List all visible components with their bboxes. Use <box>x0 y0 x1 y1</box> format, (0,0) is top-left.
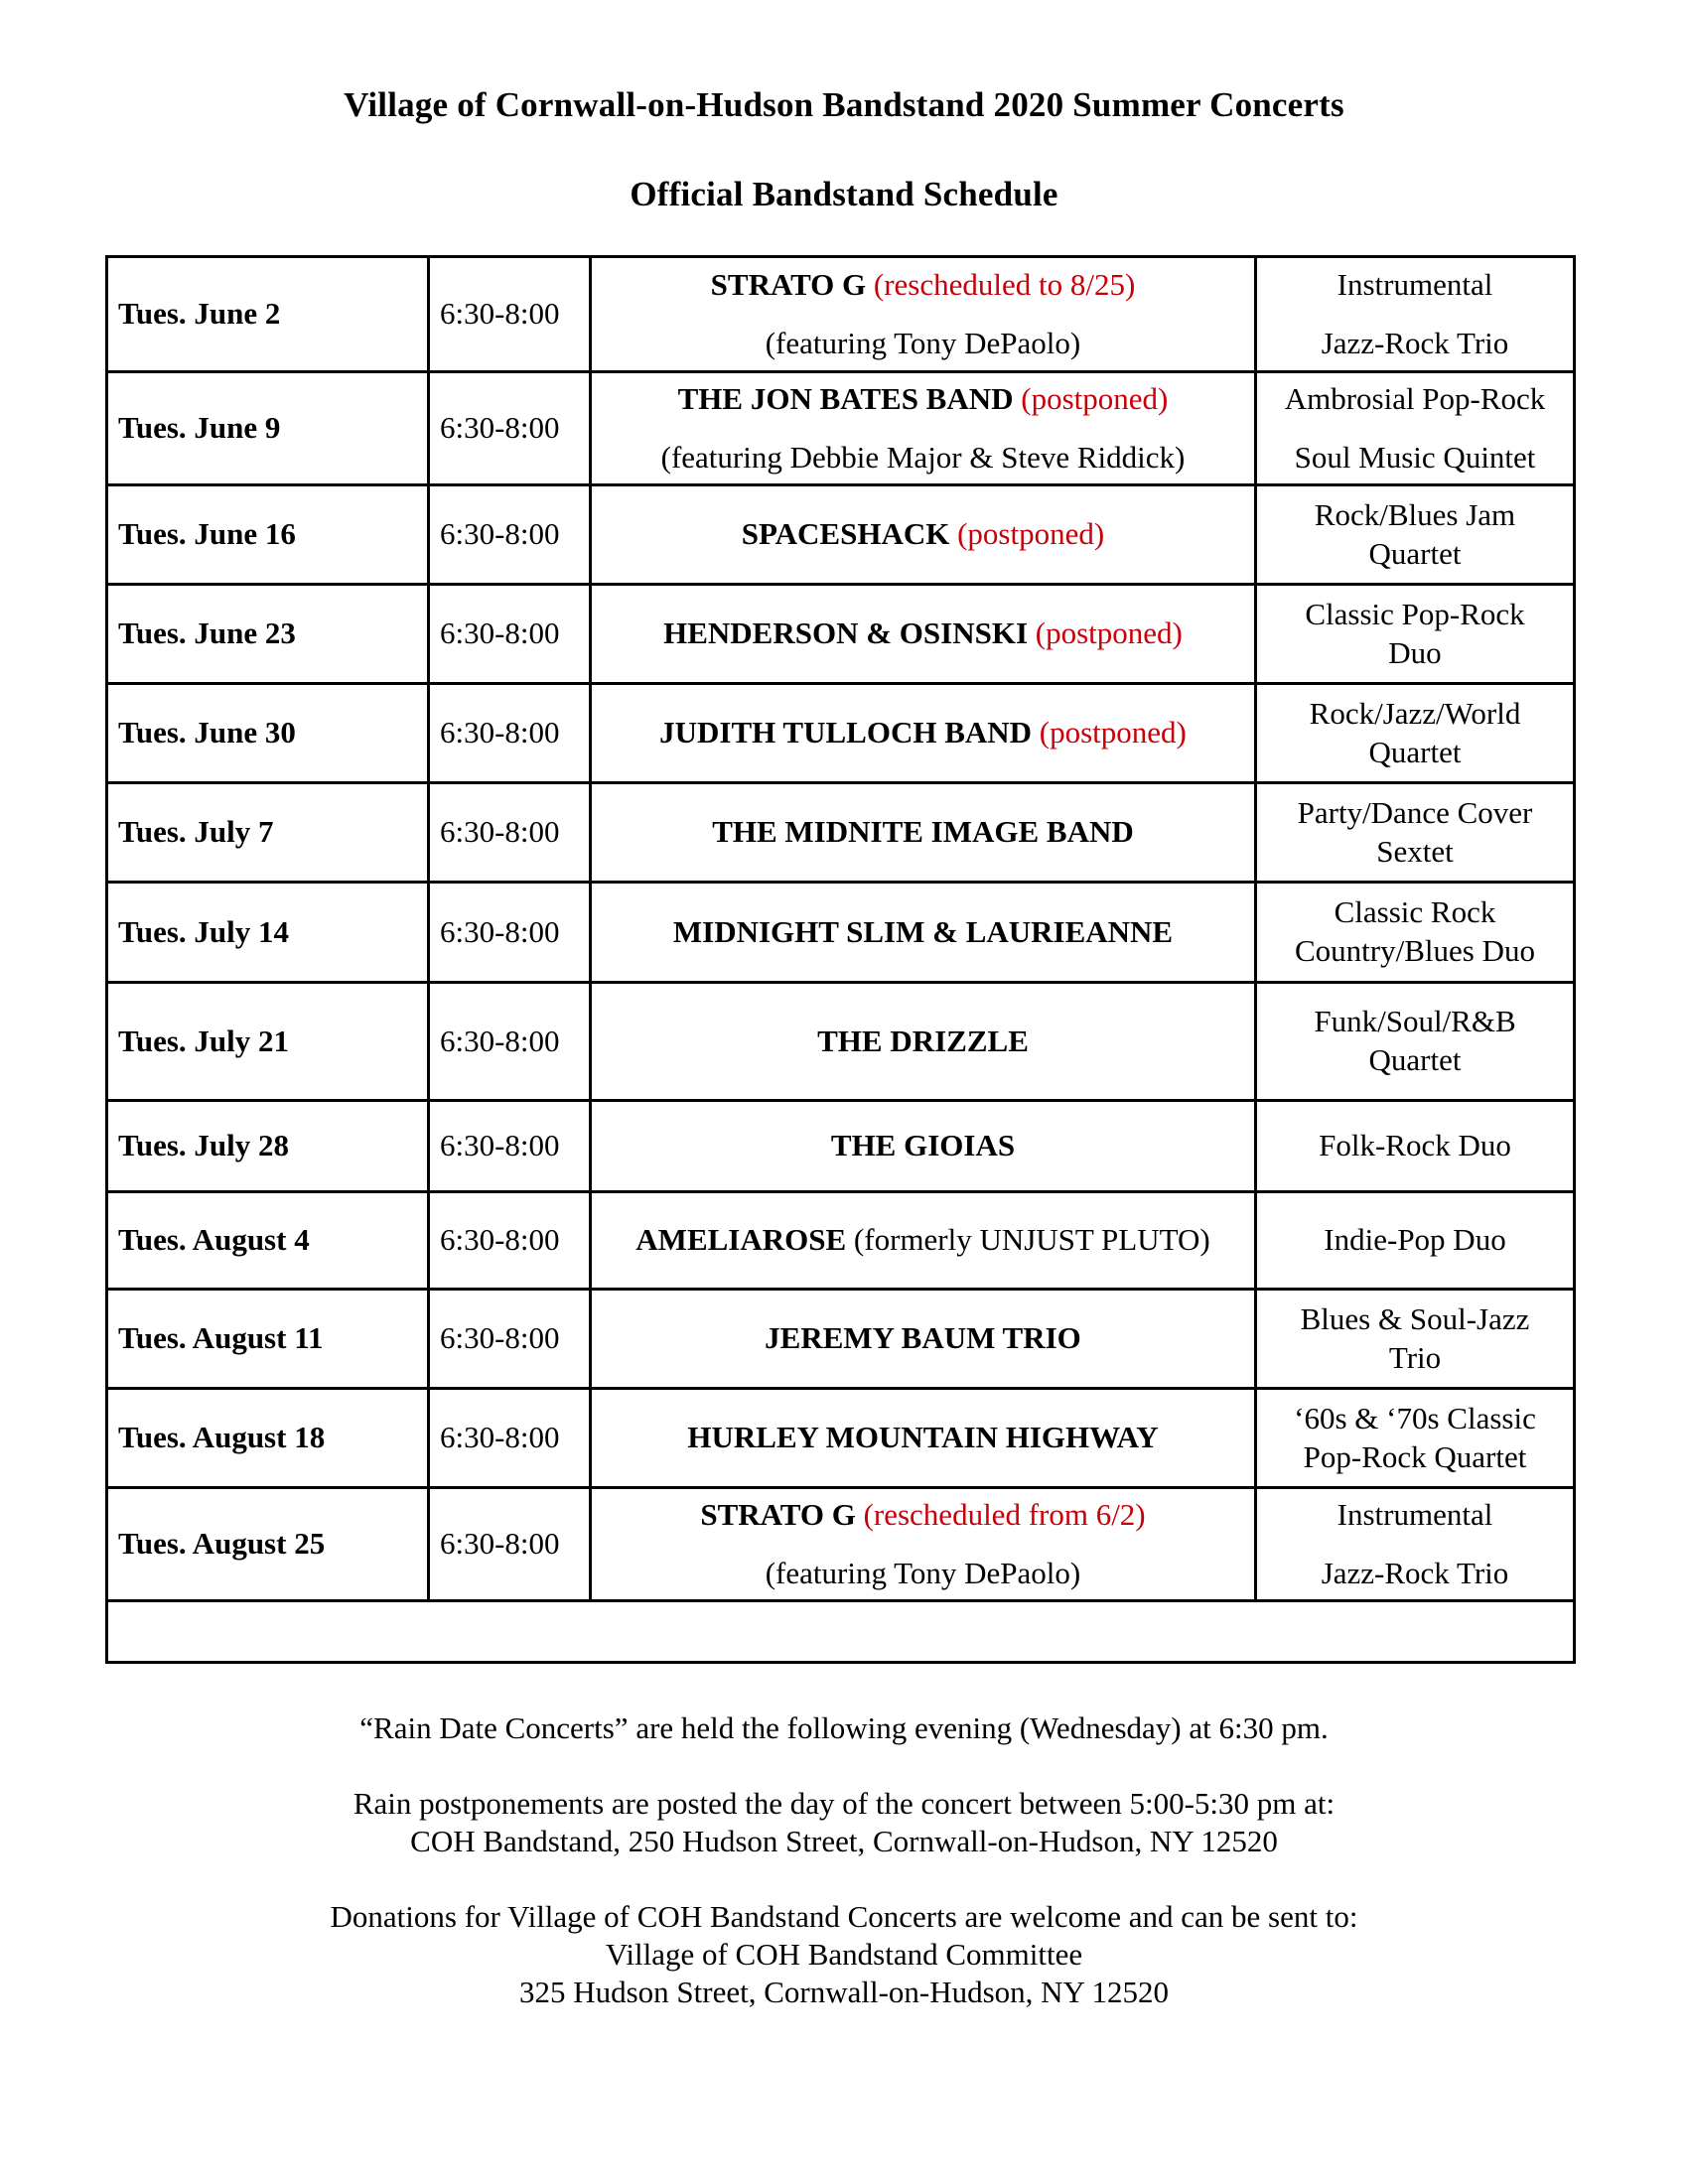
page-subtitle: Official Bandstand Schedule <box>630 175 1058 213</box>
concert-date: Tues. July 14 <box>107 883 429 983</box>
status-note: (postponed) <box>1021 380 1169 416</box>
act-cell <box>591 257 1256 372</box>
genre-line-1: ‘60s & ‘70s Classic <box>1294 1400 1536 1435</box>
genre-line-1: Party/Dance Cover <box>1297 794 1533 830</box>
genre-cell <box>1256 1389 1575 1488</box>
genre-line-2: Quartet <box>1368 1042 1462 1077</box>
act-line <box>592 813 1254 852</box>
concert-time: 6:30-8:00 <box>429 1290 591 1389</box>
bandstand-address: COH Bandstand, 250 Hudson Street, Cornwall-on-Hudson, NY 12520 <box>410 1824 1278 1858</box>
act-name: THE JON BATES BAND <box>677 380 1014 416</box>
act-line <box>592 1023 1254 1061</box>
genre-line-1: Classic Rock <box>1334 894 1496 930</box>
genre-line-1: Funk/Soul/R&B <box>1314 1004 1516 1039</box>
concert-time: 6:30-8:00 <box>429 1389 591 1488</box>
concert-time: 6:30-8:00 <box>429 1488 591 1601</box>
concert-time: 6:30-8:00 <box>429 684 591 783</box>
table-row <box>107 1389 1575 1488</box>
act-cell <box>591 1290 1256 1389</box>
table-row <box>107 257 1575 372</box>
schedule-table <box>105 255 1576 1664</box>
table-row <box>107 983 1575 1101</box>
genre-line-1: Ambrosial Pop-Rock <box>1284 380 1546 416</box>
empty-cell <box>107 1601 1575 1663</box>
table-row <box>107 783 1575 883</box>
genre-cell <box>1256 883 1575 983</box>
act-cell <box>591 372 1256 485</box>
status-note: (rescheduled to 8/25) <box>873 266 1136 302</box>
concert-date: Tues. June 30 <box>107 684 429 783</box>
genre-line-2: Soul Music Quintet <box>1294 439 1536 475</box>
table-row <box>107 1290 1575 1389</box>
act-aka: (formerly UNJUST PLUTO) <box>853 1222 1210 1258</box>
concert-date: Tues. June 23 <box>107 585 429 684</box>
act-line <box>592 380 1254 419</box>
act-line <box>592 1319 1254 1358</box>
act-cell <box>591 1488 1256 1601</box>
concert-date: Tues. August 25 <box>107 1488 429 1601</box>
genre-line-2: Jazz-Rock Trio <box>1321 325 1509 360</box>
genre-line-1: Rock/Blues Jam <box>1314 496 1516 532</box>
rain-date-note <box>0 1709 1688 1747</box>
genre-cell <box>1256 783 1575 883</box>
postponement-text: Rain postponements are posted the day of the concert between 5:00-5:30 pm at: <box>352 1786 1336 1821</box>
genre-line-1: Blues & Soul-Jazz <box>1300 1300 1530 1336</box>
genre-cell <box>1256 257 1575 372</box>
genre-line-2: Sextet <box>1376 833 1454 869</box>
status-note: (rescheduled from 6/2) <box>863 1496 1146 1532</box>
genre-line-1: Instrumental <box>1336 266 1493 302</box>
rain-date-text: “Rain Date Concerts” are held the following evening (Wednesday) at 6:30 pm. <box>359 1710 1329 1745</box>
act-line <box>592 1496 1254 1535</box>
genre-line-1: Instrumental <box>1336 1496 1493 1532</box>
concert-date: Tues. July 7 <box>107 783 429 883</box>
act-name: JUDITH TULLOCH BAND <box>659 715 1033 751</box>
act-line <box>592 266 1254 305</box>
status-note: (postponed) <box>957 516 1105 552</box>
page-title: Village of Cornwall-on-Hudson Bandstand 2020 Summer Concerts <box>344 85 1344 124</box>
table-row <box>107 684 1575 783</box>
genre-cell <box>1256 983 1575 1101</box>
act-name: HURLEY MOUNTAIN HIGHWAY <box>687 1420 1159 1455</box>
table-row <box>107 1488 1575 1601</box>
act-name: THE DRIZZLE <box>817 1023 1029 1058</box>
table-row <box>107 1192 1575 1290</box>
concert-time: 6:30-8:00 <box>429 372 591 485</box>
act-cell <box>591 485 1256 585</box>
concert-time: 6:30-8:00 <box>429 257 591 372</box>
genre-line-1: Indie-Pop Duo <box>1324 1222 1506 1258</box>
concert-date: Tues. June 9 <box>107 372 429 485</box>
postponement-note <box>0 1785 1688 1860</box>
act-line <box>592 913 1254 952</box>
concert-time: 6:30-8:00 <box>429 485 591 585</box>
genre-line-2: Trio <box>1388 1339 1442 1375</box>
concert-date: Tues. August 18 <box>107 1389 429 1488</box>
concert-time: 6:30-8:00 <box>429 783 591 883</box>
act-name: HENDERSON & OSINSKI <box>663 615 1029 651</box>
act-cell <box>591 783 1256 883</box>
act-name: JEREMY BAUM TRIO <box>765 1320 1081 1356</box>
act-name: SPACESHACK <box>741 516 950 552</box>
genre-cell <box>1256 1488 1575 1601</box>
donations-text: Donations for Village of COH Bandstand Concerts are welcome and can be sent to: <box>330 1899 1358 1934</box>
concert-date: Tues. July 21 <box>107 983 429 1101</box>
table-row <box>107 1101 1575 1192</box>
committee-address: 325 Hudson Street, Cornwall-on-Hudson, NY 12520 <box>518 1975 1170 2009</box>
act-name: STRATO G <box>710 266 867 302</box>
concert-time: 6:30-8:00 <box>429 585 591 684</box>
table-row <box>107 485 1575 585</box>
act-line <box>592 1221 1254 1260</box>
genre-cell <box>1256 1101 1575 1192</box>
genre-line-2: Jazz-Rock Trio <box>1321 1555 1509 1590</box>
table-row <box>107 372 1575 485</box>
donations-note <box>0 1898 1688 2011</box>
genre-cell <box>1256 485 1575 585</box>
concert-date: Tues. June 16 <box>107 485 429 585</box>
concert-date: Tues. June 2 <box>107 257 429 372</box>
act-featuring: (featuring Tony DePaolo) <box>765 1555 1081 1590</box>
act-line <box>592 1419 1254 1457</box>
concert-date: Tues. August 4 <box>107 1192 429 1290</box>
act-cell <box>591 585 1256 684</box>
genre-cell <box>1256 684 1575 783</box>
act-name: MIDNIGHT SLIM & LAURIEANNE <box>672 913 1174 949</box>
empty-row <box>107 1601 1575 1663</box>
genre-cell <box>1256 1192 1575 1290</box>
table-row <box>107 585 1575 684</box>
act-cell <box>591 983 1256 1101</box>
committee-name: Village of COH Bandstand Committee <box>605 1937 1083 1972</box>
act-name: THE GIOIAS <box>830 1128 1016 1163</box>
genre-cell <box>1256 585 1575 684</box>
act-cell <box>591 1192 1256 1290</box>
genre-line-2: Country/Blues Duo <box>1295 933 1535 968</box>
act-line <box>592 614 1254 653</box>
act-line <box>592 714 1254 752</box>
genre-line-2: Pop-Rock Quartet <box>1303 1438 1527 1474</box>
concert-date: Tues. August 11 <box>107 1290 429 1389</box>
act-line <box>592 515 1254 554</box>
genre-cell <box>1256 372 1575 485</box>
genre-line-2: Quartet <box>1368 734 1462 769</box>
genre-line-1: Folk-Rock Duo <box>1319 1128 1511 1163</box>
act-cell <box>591 1101 1256 1192</box>
genre-cell <box>1256 1290 1575 1389</box>
act-name: THE MIDNITE IMAGE BAND <box>712 814 1134 850</box>
status-note: (postponed) <box>1035 615 1183 651</box>
genre-line-2: Quartet <box>1368 535 1462 571</box>
concert-time: 6:30-8:00 <box>429 983 591 1101</box>
genre-line-1: Rock/Jazz/World <box>1309 695 1521 731</box>
concert-time: 6:30-8:00 <box>429 1192 591 1290</box>
genre-line-2: Duo <box>1388 634 1442 670</box>
act-featuring: (featuring Tony DePaolo) <box>765 325 1081 360</box>
status-note: (postponed) <box>1039 715 1187 751</box>
act-featuring: (featuring Debbie Major & Steve Riddick) <box>660 439 1186 475</box>
table-row <box>107 883 1575 983</box>
act-name: AMELIAROSE <box>635 1222 847 1258</box>
act-cell <box>591 883 1256 983</box>
act-line <box>592 1127 1254 1165</box>
act-name: STRATO G <box>700 1496 856 1532</box>
act-cell <box>591 1389 1256 1488</box>
act-cell <box>591 684 1256 783</box>
concert-time: 6:30-8:00 <box>429 883 591 983</box>
concert-date: Tues. July 28 <box>107 1101 429 1192</box>
genre-line-1: Classic Pop-Rock <box>1305 596 1525 631</box>
concert-time: 6:30-8:00 <box>429 1101 591 1192</box>
